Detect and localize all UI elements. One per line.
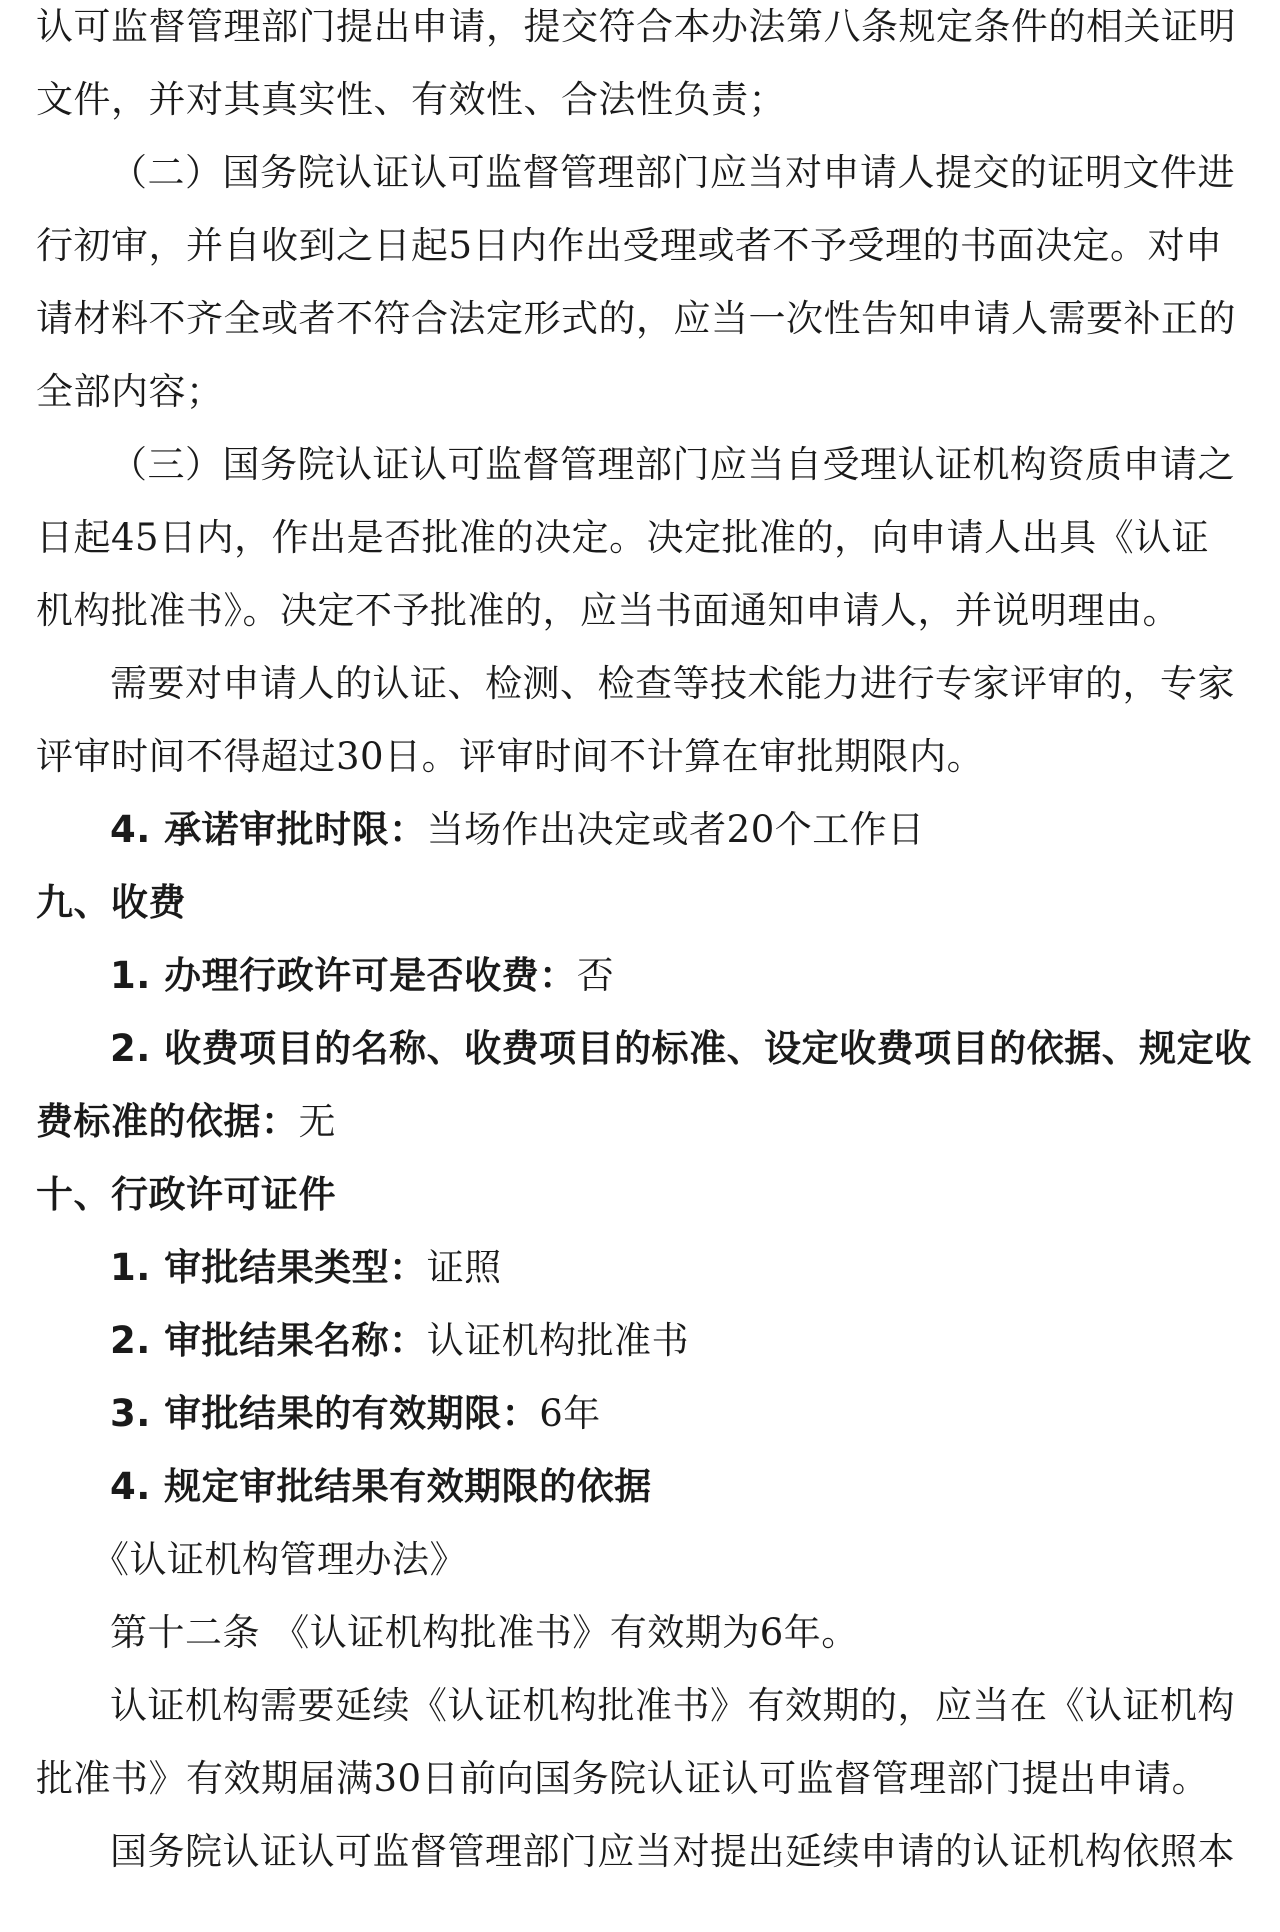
item-label: 费标准的依据： — [36, 1100, 299, 1143]
list-item — [36, 939, 1258, 1012]
list-item — [36, 1304, 1258, 1377]
paragraph-line: 国务院认证认可监督管理部门应当对提出延续申请的认证机构依照本 — [110, 1830, 1235, 1873]
paragraph-line: 机构批准书》。决定不予批准的，应当书面通知申请人，并说明理由。 — [36, 589, 1180, 632]
paragraph-line: 日起45日内，作出是否批准的决定。决定批准的，向申请人出具《认证 — [36, 516, 1210, 559]
paragraph-line: 文件，并对其真实性、有效性、合法性负责； — [36, 78, 786, 121]
item-value: 无 — [298, 1100, 336, 1143]
item-label: 2. 审批结果名称： — [110, 1319, 427, 1362]
list-item — [36, 1231, 1258, 1304]
item-label: 1. 办理行政许可是否收费： — [110, 954, 577, 997]
item-label: 4. 承诺审批时限： — [110, 808, 427, 851]
item-value: 认证机构批准书 — [426, 1319, 690, 1362]
section-heading: 九、收费 — [36, 881, 186, 924]
paragraph-line: 评审时间不得超过30日。评审时间不计算在审批期限内。 — [36, 735, 985, 778]
item-value: 否 — [576, 954, 615, 997]
paragraph-line: 行初审，并自收到之日起5日内作出受理或者不予受理的书面决定。对申 — [36, 224, 1223, 267]
document-page — [36, 0, 1258, 1888]
list-item — [36, 793, 1258, 866]
paragraph-line: （二）国务院认证认可监督管理部门应当对申请人提交的证明文件进 — [110, 151, 1235, 194]
list-item — [36, 1377, 1258, 1450]
paragraph-line: 认可监督管理部门提出申请，提交符合本办法第八条规定条件的相关证明 — [36, 5, 1236, 48]
paragraph-line: 需要对申请人的认证、检测、检查等技术能力进行专家评审的，专家 — [110, 662, 1235, 705]
item-label: 3. 审批结果的有效期限： — [110, 1392, 540, 1435]
paragraph-line: 认证机构需要延续《认证机构批准书》有效期的，应当在《认证机构 — [110, 1684, 1235, 1727]
list-item — [36, 1012, 1258, 1085]
paragraph-line: 全部内容； — [36, 370, 224, 413]
item-label: 1. 审批结果类型： — [110, 1246, 427, 1289]
article-text: 第十二条 《认证机构批准书》有效期为6年。 — [110, 1611, 859, 1654]
item-value: 当场作出决定或者20个工作日 — [426, 808, 925, 851]
section-heading: 十、行政许可证件 — [36, 1173, 336, 1216]
list-item — [36, 1450, 1258, 1523]
law-title: 《认证机构管理办法》 — [92, 1538, 467, 1581]
item-value: 证照 — [426, 1246, 502, 1289]
paragraph-line: （三）国务院认证认可监督管理部门应当自受理认证机构资质申请之 — [110, 443, 1235, 486]
item-label: 2. 收费项目的名称、收费项目的标准、设定收费项目的依据、规定收 — [110, 1027, 1252, 1070]
list-item-continuation — [36, 1085, 1258, 1158]
item-label: 4. 规定审批结果有效期限的依据 — [110, 1465, 652, 1508]
paragraph-line: 请材料不齐全或者不符合法定形式的，应当一次性告知申请人需要补正的 — [36, 297, 1236, 340]
item-value: 6年 — [539, 1392, 601, 1435]
paragraph-line: 批准书》有效期届满30日前向国务院认证认可监督管理部门提出申请。 — [36, 1757, 1210, 1800]
